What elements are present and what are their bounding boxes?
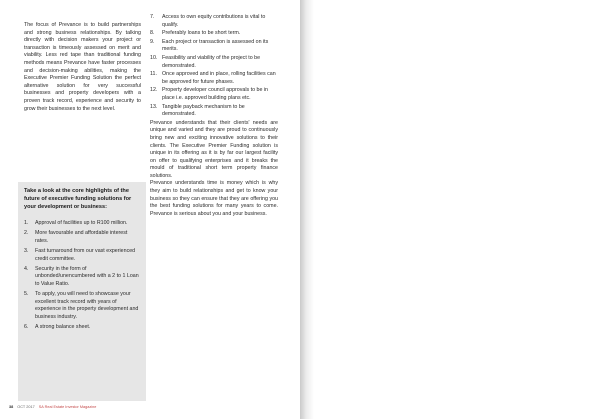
list-text: Access to own equity contributions is vital to qualify. <box>162 14 266 28</box>
list-number: 1. <box>24 220 29 227</box>
issue-date: OCT 2017 <box>17 405 35 409</box>
list-item <box>24 230 140 245</box>
list-item <box>24 324 140 332</box>
list-text: A strong balance sheet. <box>35 324 91 331</box>
body-paragraph: Prevance understands that their clients' needs are unique and varied and they are proud to continuously bring new and exciting innovative solutions to their clients. The Executive Premier Funding solution is unique in its offering as it is by far our largest facility on offer to qualifying enterprises and it breaks the mould of traditional short term property finance solutions. <box>150 119 278 179</box>
list-number: 5. <box>24 291 29 298</box>
list-number: 13. <box>150 103 158 110</box>
list-item <box>150 14 278 29</box>
list-text: Tangible payback mechanism to be demonstrated. <box>162 103 245 118</box>
right-column <box>150 14 278 218</box>
list-text: Security in the form of unbonded/unencumbered with a 2 to 1 Loan to Value Ratio. <box>35 265 139 288</box>
intro-paragraph: The focus of Prevance is to build partnerships and strong business relationships. By talking directly with decision makers your project or transaction is timeously assessed on merit and viability. Less red tape than traditional funding methods means Prevance have faster processes and decision-making abilities, making the Executive Premier Funding Solution the perfect alternative solution for very successful businesses and property developers with a proven track record, experience and security to grow their businesses to the next level. <box>24 22 141 112</box>
list-item <box>150 104 278 119</box>
list-number: 6. <box>24 324 29 331</box>
list-item <box>150 87 278 102</box>
highlights-heading: Take a look at the core highlights of the future of executive funding solutions for your development or business: <box>24 188 132 210</box>
requirements-list <box>150 14 278 119</box>
list-text: Approval of facilities up to R100 million. <box>35 220 128 227</box>
page-number: 38 <box>9 405 14 409</box>
publication-name: SA Real Estate Investor Magazine <box>38 405 97 409</box>
list-text: Each project or transaction is assessed on its merits. <box>162 38 269 53</box>
list-item <box>150 71 278 86</box>
list-text: Once approved and in place, rolling facilities can be approved for future phases. <box>162 71 276 85</box>
list-number: 9. <box>150 38 155 45</box>
list-item <box>24 220 140 228</box>
list-number: 10. <box>150 54 158 61</box>
list-number: 8. <box>150 30 155 37</box>
list-text: To apply, you will need to showcase your excellent track record with years of experience in the property development and business industry. <box>35 291 139 320</box>
page-footer <box>9 405 96 409</box>
list-text: Fast turnaround from our vast experienced credit committee. <box>35 248 136 262</box>
list-item <box>150 30 278 38</box>
list-item <box>24 291 140 321</box>
left-column <box>24 22 141 113</box>
list-number: 12. <box>150 87 158 94</box>
list-number: 3. <box>24 248 29 255</box>
body-paragraph: Prevance understands time is money which is why they aim to build relationships and get to know your business so they can ensure that they are offering you the best funding solutions for many years to come. Prevance is serious about you and your business. <box>150 180 278 217</box>
list-number: 7. <box>150 14 155 20</box>
list-text: More favourable and affordable interest rates. <box>35 230 128 245</box>
list-number: 2. <box>24 230 29 237</box>
list-item <box>24 266 140 289</box>
highlights-list <box>24 220 140 331</box>
list-item <box>150 55 278 70</box>
page-spine-shadow <box>300 0 314 419</box>
blank-area <box>314 0 600 419</box>
highlights-box <box>18 182 146 401</box>
list-item <box>24 248 140 263</box>
list-number: 4. <box>24 265 29 272</box>
list-text: Property developer council approvals to be in place i.e. approved building plans etc. <box>162 87 268 101</box>
list-item <box>150 39 278 54</box>
list-text: Preferably loans to be short term. <box>162 30 241 37</box>
list-number: 11. <box>150 71 157 78</box>
list-text: Feasibility and viability of the project to be demonstrated. <box>162 54 261 69</box>
